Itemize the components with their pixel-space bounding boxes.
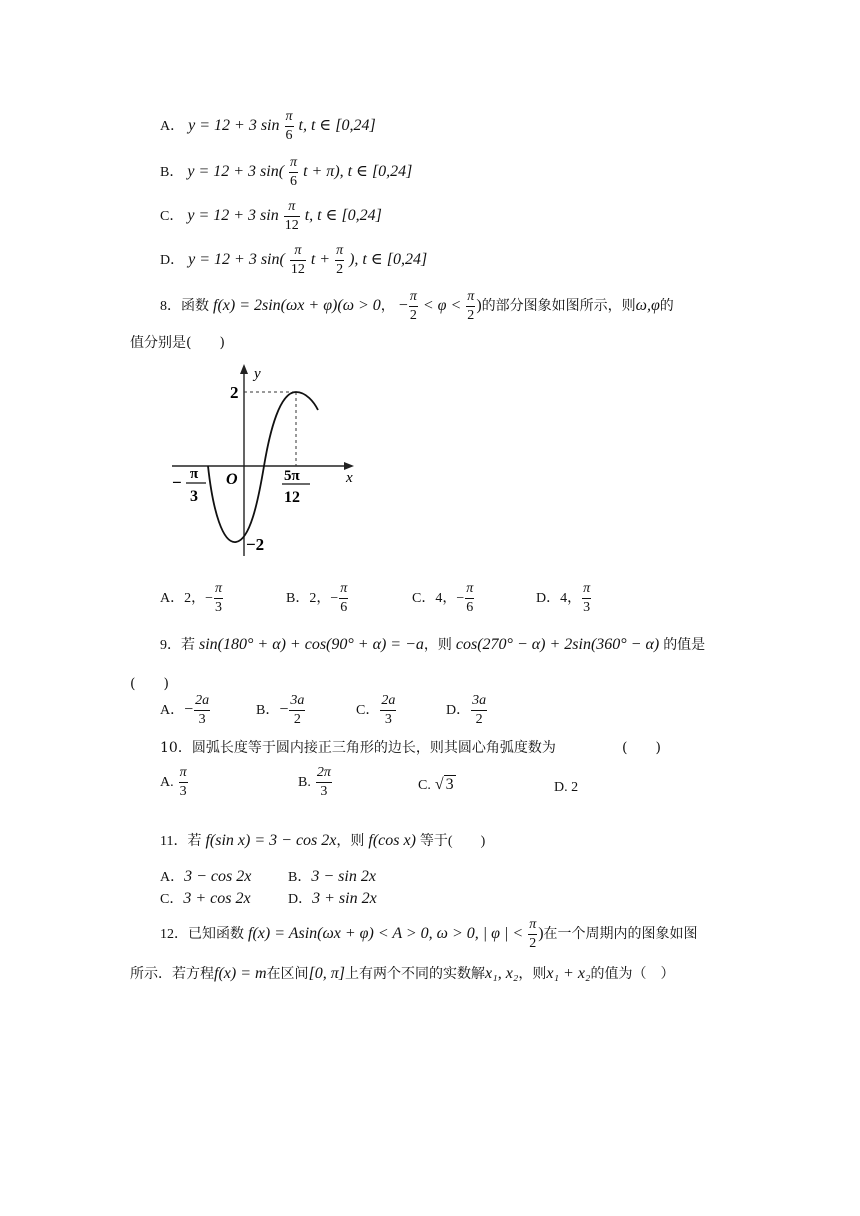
q9-stem: 9．若 sin(180° + α) + cos(90° + α) = −a，则 cos(270° − α) + 2sin(360° − α) 的值是 xyxy=(160,636,706,653)
q7-option-c: C． y = 12 + 3 sin $\frac{\pi}{12}$ t, t ∈ [0,24] xyxy=(160,199,382,233)
q8-option-d: D．4， $\frac{\pi}{3}$ xyxy=(536,581,591,615)
fraction: $\frac{\pi}{2}$ xyxy=(529,917,537,951)
max-label: 2 xyxy=(230,383,239,402)
right-den: 12 xyxy=(284,489,300,506)
q8-option-b: B．2，− $\frac{\pi}{6}$ xyxy=(286,581,348,615)
q11-stem: 11．若 f(sin x) = 3 − cos 2x，则 f(cos x) 等于( ) xyxy=(160,832,486,849)
sine-curve xyxy=(208,392,318,542)
q7-option-d: D． y = 12 + 3 sin( $\frac{\pi}{12}$ t + $\frac{\pi}{2}$ ), t ∈ [0,24] xyxy=(160,243,428,277)
fraction: $\frac{\pi}{12}$ xyxy=(284,199,299,233)
fraction: $\frac{\pi}{2}$ xyxy=(336,243,344,277)
left-den: 3 xyxy=(190,488,198,505)
origin-label: O xyxy=(226,471,238,488)
right-num: 5π xyxy=(284,468,300,484)
left-num: π xyxy=(190,466,199,482)
q10-option-a: A. $\frac{\pi}{3}$ xyxy=(160,765,187,799)
q11-option-d: D．3 + sin 2x xyxy=(288,890,377,907)
q8-stem: 8．函数 f(x) = 2sin(ωx + φ)(ω > 0， − $\frac{\pi}{2}$ < φ < $\frac{\pi}{2}$ )的部分图象如图所示，则ω,φ的 xyxy=(160,289,674,323)
q11-options xyxy=(160,866,460,910)
q10-paren: ( ) xyxy=(622,740,661,756)
fraction: $\frac{\pi}{2}$ xyxy=(467,289,475,323)
q8-sine-graph xyxy=(168,362,360,562)
q9-option-a: A．− $\frac{2a}{3}$ xyxy=(160,693,210,727)
q11-option-b: B．3 − sin 2x xyxy=(288,868,376,885)
q11-option-c: C．3 + cos 2x xyxy=(160,890,251,907)
q10-option-b: B. $\frac{2\pi}{3}$ xyxy=(298,765,331,799)
q8-option-c: C．4，− $\frac{\pi}{6}$ xyxy=(412,581,474,615)
y-axis-arrow xyxy=(240,364,248,374)
q10-option-d: D. 2 xyxy=(554,780,579,795)
q9-option-c: C． $\frac{2a}{3}$ xyxy=(356,693,396,727)
fraction: $\frac{\pi}{6}$ xyxy=(285,109,293,143)
q7-option-b: B． y = 12 + 3 sin( $\frac{\pi}{6}$ t + π), t ∈ [0,24] xyxy=(160,155,413,189)
fraction: $\frac{\pi}{12}$ xyxy=(290,243,305,277)
x-axis-label: x xyxy=(346,470,353,486)
q10-option-c: C. √ 3 xyxy=(418,776,454,793)
left-sign: − xyxy=(172,473,182,492)
fraction: $\frac{\pi}{2}$ xyxy=(409,289,417,323)
q11-option-a: A．3 − cos 2x xyxy=(160,868,252,885)
x-axis-arrow xyxy=(344,462,354,470)
q8-option-a: A．2，− $\frac{\pi}{3}$ xyxy=(160,581,223,615)
q12-stem: 12．已知函数 f(x) = Asin(ωx + φ) < A > 0, ω > 0, | φ | < $\frac{\pi}{2}$ )在一个周期内的图象如图 xyxy=(160,917,698,951)
fraction: $\frac{\pi}{6}$ xyxy=(290,155,298,189)
q8-stem-line2: 值分别是( ) xyxy=(130,335,225,351)
q9-option-b: B．− $\frac{3a}{2}$ xyxy=(256,693,305,727)
q7-option-a: A． y = 12 + 3 sin $\frac{\pi}{6}$ t, t ∈ [0,24] xyxy=(160,109,376,143)
min-label: −2 xyxy=(246,535,265,554)
q9-option-d: D． $\frac{3a}{2}$ xyxy=(446,693,487,727)
q9-stem-line2: ( ) xyxy=(130,676,169,692)
y-axis-label: y xyxy=(254,366,261,382)
q12-stem-line2: 所示．若方程f(x) = m在区间[0, π]上有两个不同的实数解x₁, x₂，则x₁ + x₂的值为（ ） xyxy=(130,965,675,982)
q10-stem: 10．圆弧长度等于圆内接正三角形的边长，则其圆心角弧度数为 xyxy=(160,740,556,756)
